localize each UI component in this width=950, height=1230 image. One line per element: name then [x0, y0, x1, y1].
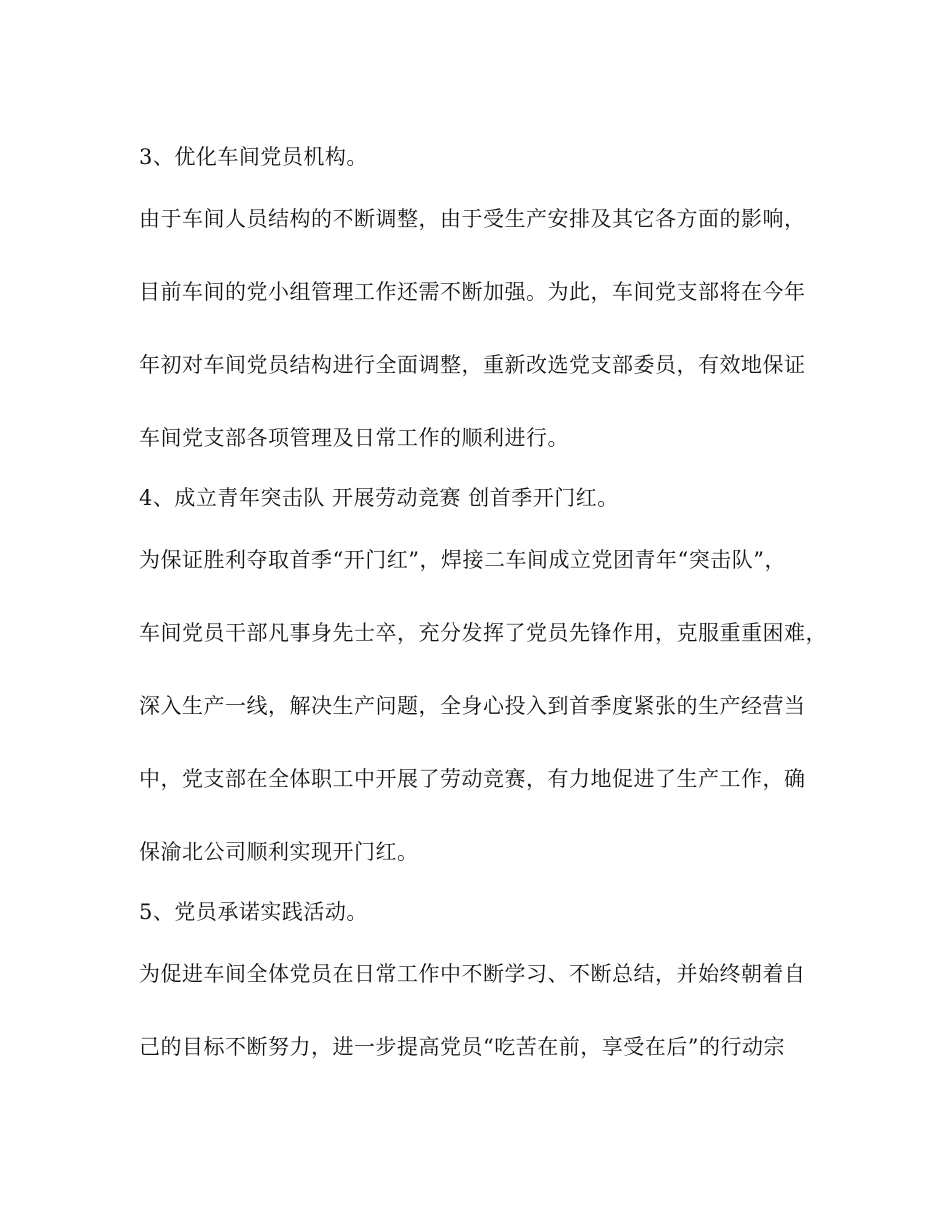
section-5-line-1: 为促进车间全体党员在日常工作中不断学习、不断总结，并始终朝着自: [139, 962, 806, 986]
section-3-line-2: 目前车间的党小组管理工作还需不断加强。为此，车间党支部将在今年: [139, 280, 806, 304]
section-3-line-1: 由于车间人员结构的不断调整，由于受生产安排及其它各方面的影响，: [139, 207, 806, 231]
section-4-line-5: 保渝北公司顺利实现开门红。: [139, 840, 419, 864]
section-3-heading: 3、优化车间党员机构。: [139, 145, 368, 169]
section-4-line-2: 车间党员干部凡事身先士卒，充分发挥了党员先锋作用，克服重重困难，: [139, 621, 827, 645]
section-5-line-2: 己的目标不断努力，进一步提高党员“吃苦在前，享受在后”的行动宗: [139, 1035, 785, 1059]
section-4-heading: 4、成立青年突击队 开展劳动竞赛 创首季开门红。: [139, 486, 619, 510]
section-5-heading: 5、党员承诺实践活动。: [139, 900, 368, 924]
section-3-line-4: 车间党支部各项管理及日常工作的顺利进行。: [139, 426, 569, 450]
section-4-line-1: 为保证胜利夺取首季“开门红”，焊接二车间成立党团青年“突击队”，: [139, 548, 786, 572]
section-4-line-4: 中，党支部在全体职工中开展了劳动竞赛，有力地促进了生产工作，确: [139, 767, 806, 791]
section-4-line-3: 深入生产一线，解决生产问题，全身心投入到首季度紧张的生产经营当: [139, 694, 806, 718]
section-3-line-3: 年初对车间党员结构进行全面调整，重新改选党支部委员，有效地保证: [139, 353, 806, 377]
